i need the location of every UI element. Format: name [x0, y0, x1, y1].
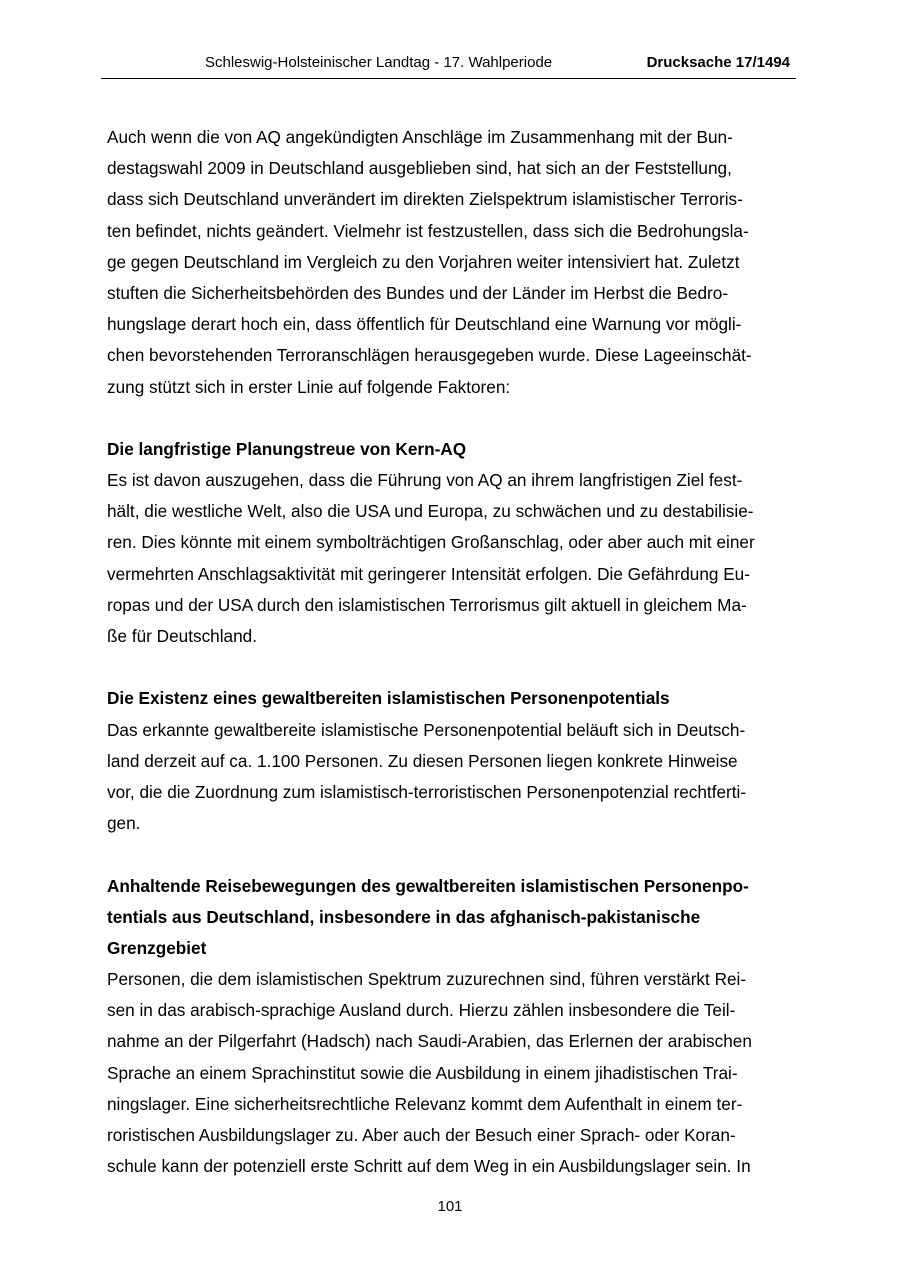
text-line: stuften die Sicherheitsbehörden des Bundes und der Länder im Herbst die Bedro-	[107, 282, 729, 303]
text-line: land derzeit auf ca. 1.100 Personen. Zu diesen Personen liegen konkrete Hinweise	[107, 750, 738, 771]
text-line: Auch wenn die von AQ angekündigten Anschläge im Zusammenhang mit der Bun-	[107, 127, 733, 147]
section-gap	[107, 839, 791, 870]
section-heading-line: Anhaltende Reisebewegungen des gewaltbereiten islamistischen Personenpo-	[107, 875, 749, 896]
text-line: schule kann der potenziell erste Schritt auf dem Weg in ein Ausbildungslager sein. In	[107, 1156, 751, 1177]
text-line: ge gegen Deutschland im Vergleich zu den Vorjahren weiter intensiviert hat. Zuletzt	[107, 251, 740, 272]
section-gap	[107, 403, 791, 434]
section-gap	[107, 652, 791, 683]
section-2	[107, 403, 791, 653]
text-line: ropas und der USA durch den islamistischen Terrorismus gilt aktuell in gleichem Ma-	[107, 594, 747, 615]
header-title: Schleswig-Holsteinischer Landtag - 17. Wahlperiode	[205, 54, 553, 71]
text-line: hungslage derart hoch ein, dass öffentlich für Deutschland eine Warnung vor mögli-	[107, 314, 742, 335]
section-heading-line: Die Existenz eines gewaltbereiten islamistischen Personenpotentials	[107, 688, 670, 709]
section-4	[107, 839, 791, 1182]
text-line: dass sich Deutschland unverändert im direkten Zielspektrum islamistischer Terroris-	[107, 189, 743, 210]
text-line: zung stützt sich in erster Linie auf folgende Faktoren:	[107, 376, 511, 397]
text-line: hält, die westliche Welt, also die USA und Europa, zu schwächen und zu destabilisie-	[107, 501, 754, 522]
section-3	[107, 652, 791, 839]
text-line: ren. Dies könnte mit einem symbolträchtigen Großanschlag, oder aber auch mit einer	[107, 532, 755, 553]
text-line: gen.	[107, 813, 141, 834]
section-heading-line: Grenzgebiet	[107, 937, 207, 958]
text-line: roristischen Ausbildungslager zu. Aber auch der Besuch einer Sprach- oder Koran-	[107, 1125, 736, 1145]
text-line: vor, die die Zuordnung zum islamistisch-terroristischen Personenpotenzial rechtferti-	[107, 781, 747, 802]
text-line: vermehrten Anschlagsaktivität mit geringerer Intensität erfolgen. Die Gefährdung Eu-	[107, 563, 750, 584]
text-line: sen in das arabisch-sprachige Ausland durch. Hierzu zählen insbesondere die Teil-	[107, 1000, 736, 1021]
text-line: ten befindet, nichts geändert. Vielmehr ist festzustellen, dass sich die Bedrohungsla-	[107, 220, 749, 241]
section-1	[107, 122, 791, 403]
text-line: Es ist davon auszugehen, dass die Führung von AQ an ihrem langfristigen Ziel fest-	[107, 470, 743, 491]
text-line: Das erkannte gewaltbereite islamistische Personenpotential beläuft sich in Deutsch-	[107, 719, 746, 740]
page-number: 101	[437, 1198, 463, 1215]
text-line: ningslager. Eine sicherheitsrechtliche Relevanz kommt dem Aufenthalt in einem ter-	[107, 1093, 743, 1114]
section-heading-line: tentials aus Deutschland, insbesondere in das afghanisch-pakistanische	[107, 906, 701, 927]
document-body	[107, 122, 791, 1182]
text-line: ße für Deutschland.	[107, 626, 257, 646]
section-heading-line: Die langfristige Planungstreue von Kern-AQ	[107, 438, 467, 459]
text-line: Personen, die dem islamistischen Spektrum zuzurechnen sind, führen verstärkt Rei-	[107, 969, 747, 990]
text-line: Sprache an einem Sprachinstitut sowie die Ausbildung in einem jihadistischen Trai-	[107, 1062, 738, 1083]
text-line: nahme an der Pilgerfahrt (Hadsch) nach Saudi-Arabien, das Erlernen der arabischen	[107, 1031, 752, 1052]
text-line: destagswahl 2009 in Deutschland ausgeblieben sind, hat sich an der Feststellung,	[107, 158, 732, 179]
header-doc-number: Drucksache 17/1494	[646, 54, 790, 71]
text-line: chen bevorstehenden Terroranschlägen herausgegeben wurde. Diese Lageeinschät-	[107, 345, 752, 366]
page-header	[101, 52, 796, 79]
